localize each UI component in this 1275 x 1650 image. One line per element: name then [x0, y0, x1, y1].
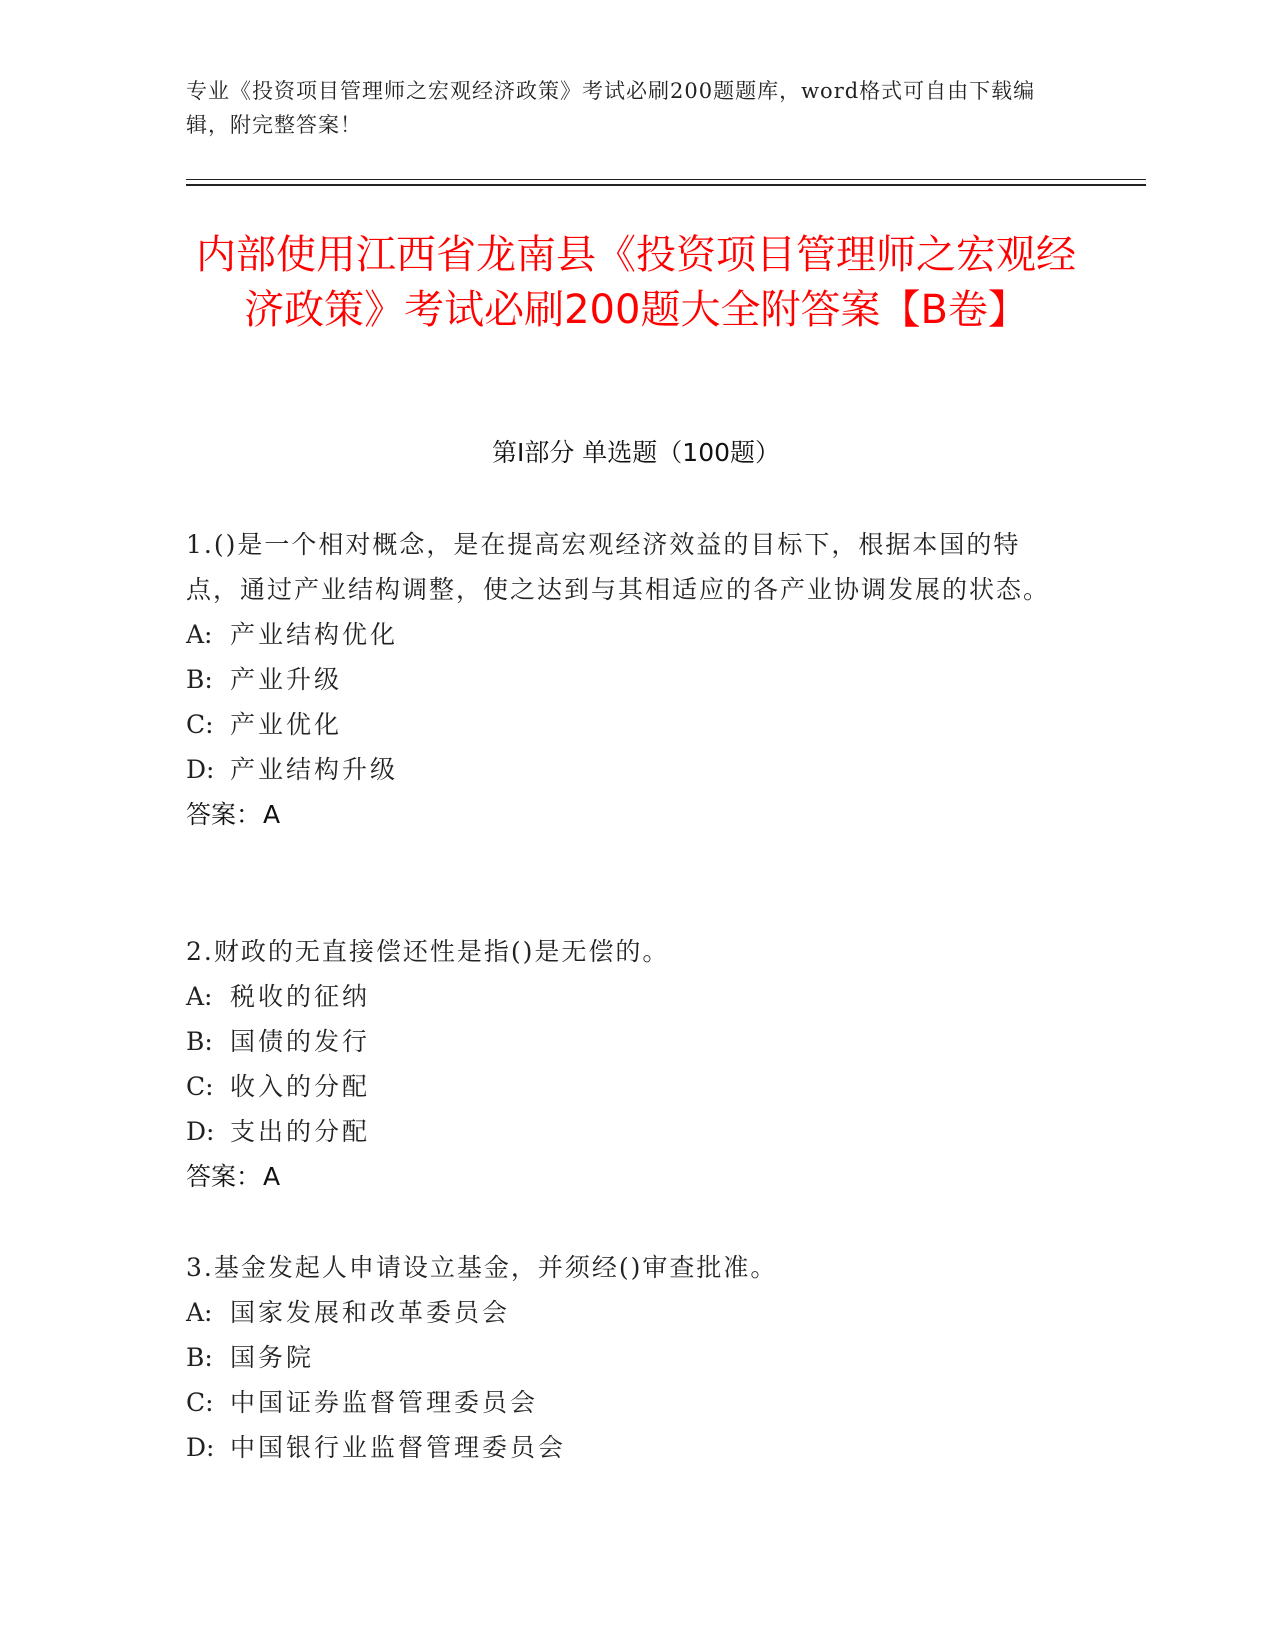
option-text: 国债的发行 — [230, 1027, 371, 1056]
answer-label: 答案： — [186, 800, 262, 829]
option-key: D: — [186, 755, 215, 784]
option-key: C: — [186, 1072, 214, 1101]
option-text: 国家发展和改革委员会 — [230, 1298, 511, 1327]
answer-value: A — [263, 800, 281, 829]
answer-line — [186, 792, 1066, 837]
option-a — [186, 1290, 1066, 1335]
option-text: 产业结构优化 — [230, 620, 399, 649]
option-key: B: — [186, 665, 213, 694]
option-text: 支出的分配 — [230, 1117, 371, 1146]
option-text: 中国证券监督管理委员会 — [230, 1388, 539, 1417]
option-text: 产业优化 — [230, 710, 343, 739]
answer-value: A — [263, 1162, 281, 1191]
option-a — [186, 974, 1066, 1019]
option-text: 中国银行业监督管理委员会 — [230, 1433, 567, 1462]
option-key: A: — [186, 1298, 213, 1327]
option-text: 收入的分配 — [230, 1072, 371, 1101]
option-key: C: — [186, 710, 214, 739]
option-text: 国务院 — [230, 1343, 315, 1372]
section-heading: 第I部分 单选题（100题） — [491, 438, 781, 467]
option-key: B: — [186, 1027, 213, 1056]
option-text: 税收的征纳 — [230, 982, 371, 1011]
question-stem: 3.基金发起人申请设立基金，并须经()审查批准。 — [186, 1253, 778, 1282]
option-d — [186, 1109, 1066, 1154]
option-key: A: — [186, 982, 213, 1011]
header-divider-thin — [186, 179, 1146, 180]
option-c — [186, 1380, 1066, 1425]
option-key: C: — [186, 1388, 214, 1417]
question-1 — [186, 522, 1066, 837]
option-key: D: — [186, 1117, 215, 1146]
option-key: D: — [186, 1433, 215, 1462]
header-divider-thick — [186, 184, 1146, 186]
option-key: B: — [186, 1343, 213, 1372]
question-2 — [186, 929, 1066, 1199]
answer-label: 答案： — [186, 1162, 262, 1191]
answer-line — [186, 1154, 1066, 1199]
question-stem: 1.()是一个相对概念，是在提高宏观经济效益的目标下，根据本国的特点，通过产业结构调整，使之达到与其相适应的各产业协调发展的状态。 — [186, 530, 1051, 604]
option-text: 产业升级 — [230, 665, 343, 694]
option-b — [186, 1335, 1066, 1380]
option-d — [186, 1425, 1066, 1470]
option-b — [186, 657, 1066, 702]
option-c — [186, 702, 1066, 747]
option-text: 产业结构升级 — [230, 755, 399, 784]
question-stem: 2.财政的无直接偿还性是指()是无偿的。 — [186, 937, 670, 966]
option-b — [186, 1019, 1066, 1064]
question-3 — [186, 1245, 1066, 1470]
document-title: 内部使用江西省龙南县《投资项目管理师之宏观经济政策》考试必刷200题大全附答案【B卷】 — [196, 232, 1076, 333]
option-key: A: — [186, 620, 213, 649]
header-note: 专业《投资项目管理师之宏观经济政策》考试必刷200题题库，word格式可自由下载编辑，附完整答案！ — [186, 79, 1036, 137]
option-d — [186, 747, 1066, 792]
option-c — [186, 1064, 1066, 1109]
option-a — [186, 612, 1066, 657]
